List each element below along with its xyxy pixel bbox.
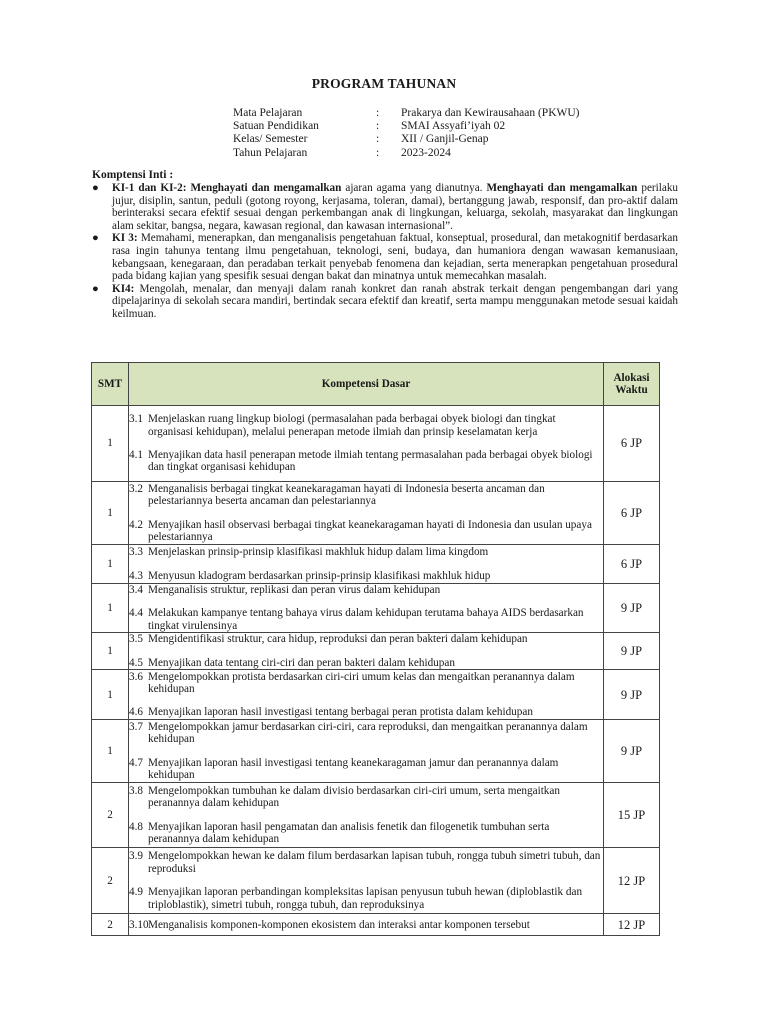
meta-separator: : xyxy=(376,107,380,119)
row-kompetensi-dasar xyxy=(129,584,604,633)
ki-text xyxy=(112,182,678,232)
row-smt: 1 xyxy=(92,670,129,720)
row-kompetensi-dasar xyxy=(129,670,604,720)
kd3-line xyxy=(129,785,603,810)
kd4-number: 4.2 xyxy=(129,518,143,531)
kd-gap xyxy=(129,646,603,657)
kd3-line xyxy=(129,584,603,596)
ki-body: Memahami, menerapkan, dan menganalisis pengetahuan faktual, konseptual, prosedural, dan metakognitif berdasarkan rasa ingin tahunya tentang ilmu pengetahuan, teknologi, seni, budaya, dan humaniora dengan wawasan kemanusiaan, kebangsaan, kenegaraan, dan peradaban terkait penyebab fenomena dan kejadian, serta menerapkan pengetahuan prosedural pada bidang kajian yang spesifik sesuai dengan bakat dan minatnya untuk memecahkan masalah. xyxy=(112,232,678,283)
ki-body: perilaku jujur, disiplin, santun, peduli (gotong royong, kerjasama, toleran, damai), bertanggung jawab, responsif, dan pro-aktif dalam berinteraksi secara efektif sesuai dengan perkembangan anak di lingkungan, keluarga, sekolah, masyarakat dan lingkungan alam sekitar, bangsa, negara, kawasan regional, dan kawasan internasional”. xyxy=(112,182,679,232)
row-alokasi-waktu: 6 JP xyxy=(604,406,660,482)
kd4-number: 4.3 xyxy=(129,569,143,582)
meta-value: 2023-2024 xyxy=(401,146,451,159)
kd3-number: 3.7 xyxy=(129,720,143,733)
row-smt: 1 xyxy=(92,584,129,633)
bullet-icon: ● xyxy=(92,232,99,245)
row-kompetensi-dasar xyxy=(129,545,604,584)
row-smt: 1 xyxy=(92,406,129,482)
page-title: PROGRAM TAHUNAN xyxy=(311,76,457,91)
kd3-text: Mengelompokkan jamur berdasarkan ciri-ciri, cara reproduksi, dan mengaitkan peranannya dalam kehidupan xyxy=(148,720,588,746)
kd3-number: 3.8 xyxy=(129,784,143,797)
kd3-number: 3.3 xyxy=(129,546,143,559)
row-alokasi-waktu: 6 JP xyxy=(604,545,660,584)
identity-block xyxy=(233,107,580,160)
kd4-text: Menyajikan laporan hasil investigasi tentang berbagai peran protista dalam kehidupan xyxy=(148,706,533,719)
meta-separator: : xyxy=(376,146,380,159)
row-smt: 2 xyxy=(92,848,129,914)
program-table xyxy=(91,362,660,936)
kd4-line xyxy=(129,607,603,632)
table-row xyxy=(92,482,660,545)
kd3-line xyxy=(129,721,603,746)
kd4-number: 4.9 xyxy=(129,886,143,899)
kd3-number: 3.6 xyxy=(129,670,143,683)
kd3-line xyxy=(129,919,603,931)
kd4-line xyxy=(129,570,603,582)
table-header-row xyxy=(92,363,660,406)
kd4-number: 4.4 xyxy=(129,607,143,620)
table-row xyxy=(92,848,660,914)
kd4-line xyxy=(129,706,603,718)
table-row xyxy=(92,584,660,633)
meta-label: Satuan Pendidikan xyxy=(233,120,319,133)
ki-bold: KI-1 dan KI-2: Menghayati dan mengamalkan xyxy=(112,182,342,194)
kd4-number: 4.6 xyxy=(129,706,143,719)
kd3-text: Menganalisis struktur, replikasi dan peran virus dalam kehidupan xyxy=(148,584,441,596)
header-alokasi-waktu: Alokasi Waktu xyxy=(604,363,660,406)
row-kompetensi-dasar xyxy=(129,783,604,848)
meta-value: XII / Ganjil-Genap xyxy=(401,133,489,146)
kd4-number: 4.5 xyxy=(129,656,143,669)
ki-bold: Menghayati dan mengamalkan xyxy=(486,182,638,194)
kd3-line xyxy=(129,850,603,875)
row-smt: 1 xyxy=(92,545,129,584)
bullet-icon: ● xyxy=(92,182,99,194)
row-kompetensi-dasar xyxy=(129,406,604,482)
kd4-text: Menyajikan laporan perbandingan kompleksitas lapisan penyusun tubuh hewan (diploblastik dan triploblastik), simetri tubuh, rongga tubuh, dan reproduksinya xyxy=(148,886,583,911)
kd-gap xyxy=(129,596,603,607)
ki-item xyxy=(92,283,678,321)
table-row xyxy=(92,406,660,482)
kd3-line xyxy=(129,546,603,558)
kd3-number: 3.4 xyxy=(129,584,143,596)
row-alokasi-waktu: 12 JP xyxy=(604,914,660,936)
ki-heading: Komptensi Inti : xyxy=(92,169,174,181)
kd4-line xyxy=(129,449,603,474)
kd3-text: Menganalisis berbagai tingkat keanekaragaman hayati di Indonesia beserta ancaman dan pelestariannya beserta ancaman dan pelestariannya xyxy=(148,482,545,508)
ki-text xyxy=(112,232,678,282)
kd4-text: Menyajikan data tentang ciri-ciri dan peran bakteri dalam kehidupan xyxy=(148,656,455,669)
row-smt: 1 xyxy=(92,482,129,545)
row-smt: 2 xyxy=(92,783,129,848)
kd3-number: 3.2 xyxy=(129,482,143,495)
kd4-line xyxy=(129,657,603,669)
kd3-line xyxy=(129,483,603,508)
kd4-text: Menyajikan data hasil penerapan metode ilmiah tentang permasalahan pada berbagai obyek biologi dan tingkat organisasi kehidupan xyxy=(148,449,593,474)
meta-separator: : xyxy=(376,133,380,146)
kd4-number: 4.8 xyxy=(129,820,143,833)
table-row xyxy=(92,633,660,670)
meta-value: SMAI Assyafi’iyah 02 xyxy=(401,120,506,133)
kd-gap xyxy=(129,875,603,886)
kd3-number: 3.10 xyxy=(129,918,149,931)
kd3-number: 3.1 xyxy=(129,413,143,426)
kd4-line xyxy=(129,821,603,846)
kd-gap xyxy=(129,508,603,519)
kd-gap xyxy=(129,695,603,706)
kd3-text: Menganalisis komponen-komponen ekosistem dan interaksi antar komponen tersebut xyxy=(148,918,530,931)
kd3-text: Mengelompokkan protista berdasarkan ciri-ciri umum kelas dan mengaitkan peranannya dalam kehidupan xyxy=(148,670,575,696)
row-alokasi-waktu: 9 JP xyxy=(604,633,660,670)
meta-label: Kelas/ Semester xyxy=(233,133,308,146)
kd4-text: Menyusun kladogram berdasarkan prinsip-prinsip klasifikasi makhluk hidup xyxy=(148,569,491,582)
kd-gap xyxy=(129,559,603,570)
table-row xyxy=(92,720,660,783)
kd-gap xyxy=(129,438,603,449)
ki-text xyxy=(112,283,678,321)
kd4-number: 4.7 xyxy=(129,756,143,769)
kd-gap xyxy=(129,810,603,821)
kd3-line xyxy=(129,413,603,438)
kd4-line xyxy=(129,519,603,544)
row-smt: 2 xyxy=(92,914,129,936)
kd3-text: Mengelompokkan hewan ke dalam filum berdasarkan lapisan tubuh, rongga tubuh simetri tubuh, dan reproduksi xyxy=(148,850,601,875)
row-alokasi-waktu: 12 JP xyxy=(604,848,660,914)
bullet-icon: ● xyxy=(92,282,99,295)
kd3-text: Menjelaskan prinsip-prinsip klasifikasi makhluk hidup dalam lima kingdom xyxy=(148,546,489,559)
kd4-text: Menyajikan hasil observasi berbagai tingkat keanekaragaman hayati di Indonesia dan usulan upaya pelestariannya xyxy=(148,518,592,543)
ki-body: ajaran agama yang dianutnya. xyxy=(341,182,487,194)
ki-list xyxy=(92,182,678,321)
meta-label: Tahun Pelajaran xyxy=(233,146,308,159)
ki-body: Mengolah, menalar, dan menyaji dalam ranah konkret dan ranah abstrak terkait dengan pengembangan dari yang dipelajarinya di sekolah secara mandiri, bertindak secara efektif dan kreatif, serta mampu menggunakan metode sesuai kaidah keilmuan. xyxy=(112,282,678,320)
row-kompetensi-dasar xyxy=(129,914,604,936)
table-row xyxy=(92,783,660,848)
kd3-number: 3.9 xyxy=(129,850,143,863)
kd4-line xyxy=(129,757,603,782)
row-alokasi-waktu: 9 JP xyxy=(604,670,660,720)
kd4-text: Menyajikan laporan hasil pengamatan dan analisis fenetik dan filogenetik tumbuhan serta peranannya dalam kehidupan xyxy=(148,820,550,846)
row-smt: 1 xyxy=(92,633,129,670)
table-row xyxy=(92,670,660,720)
meta-label: Mata Pelajaran xyxy=(233,107,303,119)
ki-item xyxy=(92,232,678,282)
kd4-text: Melakukan kampanye tentang bahaya virus dalam kehidupan terutama bahaya AIDS berdasarkan tingkat virulensinya xyxy=(148,607,584,632)
kd3-number: 3.5 xyxy=(129,633,143,646)
row-kompetensi-dasar xyxy=(129,848,604,914)
meta-value: Prakarya dan Kewirausahaan (PKWU) xyxy=(401,107,580,119)
ki-item xyxy=(92,182,678,232)
kd3-text: Mengidentifikasi struktur, cara hidup, reproduksi dan peran bakteri dalam kehidupan xyxy=(148,633,528,646)
meta-row xyxy=(233,120,580,133)
meta-separator: : xyxy=(376,120,380,133)
meta-row xyxy=(233,133,580,146)
row-alokasi-waktu: 9 JP xyxy=(604,720,660,783)
kd3-line xyxy=(129,633,603,645)
kd4-line xyxy=(129,886,603,911)
kd-gap xyxy=(129,746,603,757)
ki-bold: KI 3: xyxy=(112,232,138,245)
kd3-text: Menjelaskan ruang lingkup biologi (permasalahan pada berbagai obyek biologi dan tingkat organisasi kehidupan), melalui penerapan metode ilmiah dan prinsip keselamatan kerja xyxy=(148,413,556,438)
ki-bold: KI4: xyxy=(112,282,135,295)
row-smt: 1 xyxy=(92,720,129,783)
table-row xyxy=(92,914,660,936)
row-kompetensi-dasar xyxy=(129,720,604,783)
row-alokasi-waktu: 6 JP xyxy=(604,482,660,545)
meta-row xyxy=(233,147,580,160)
header-smt: SMT xyxy=(92,363,129,406)
kd4-text: Menyajikan laporan hasil investigasi tentang keanekaragaman jamur dan peranannya dalam kehidupan xyxy=(148,756,559,782)
table-row xyxy=(92,545,660,584)
kd4-number: 4.1 xyxy=(129,449,143,461)
kd3-text: Mengelompokkan tumbuhan ke dalam divisio berdasarkan ciri-ciri umum, serta mengaitkan peranannya dalam kehidupan xyxy=(148,784,560,810)
row-kompetensi-dasar xyxy=(129,633,604,670)
row-alokasi-waktu: 15 JP xyxy=(604,783,660,848)
kd3-line xyxy=(129,671,603,696)
meta-row xyxy=(233,107,580,120)
row-alokasi-waktu: 9 JP xyxy=(604,584,660,633)
header-kompetensi-dasar: Kompetensi Dasar xyxy=(129,363,604,406)
row-kompetensi-dasar xyxy=(129,482,604,545)
